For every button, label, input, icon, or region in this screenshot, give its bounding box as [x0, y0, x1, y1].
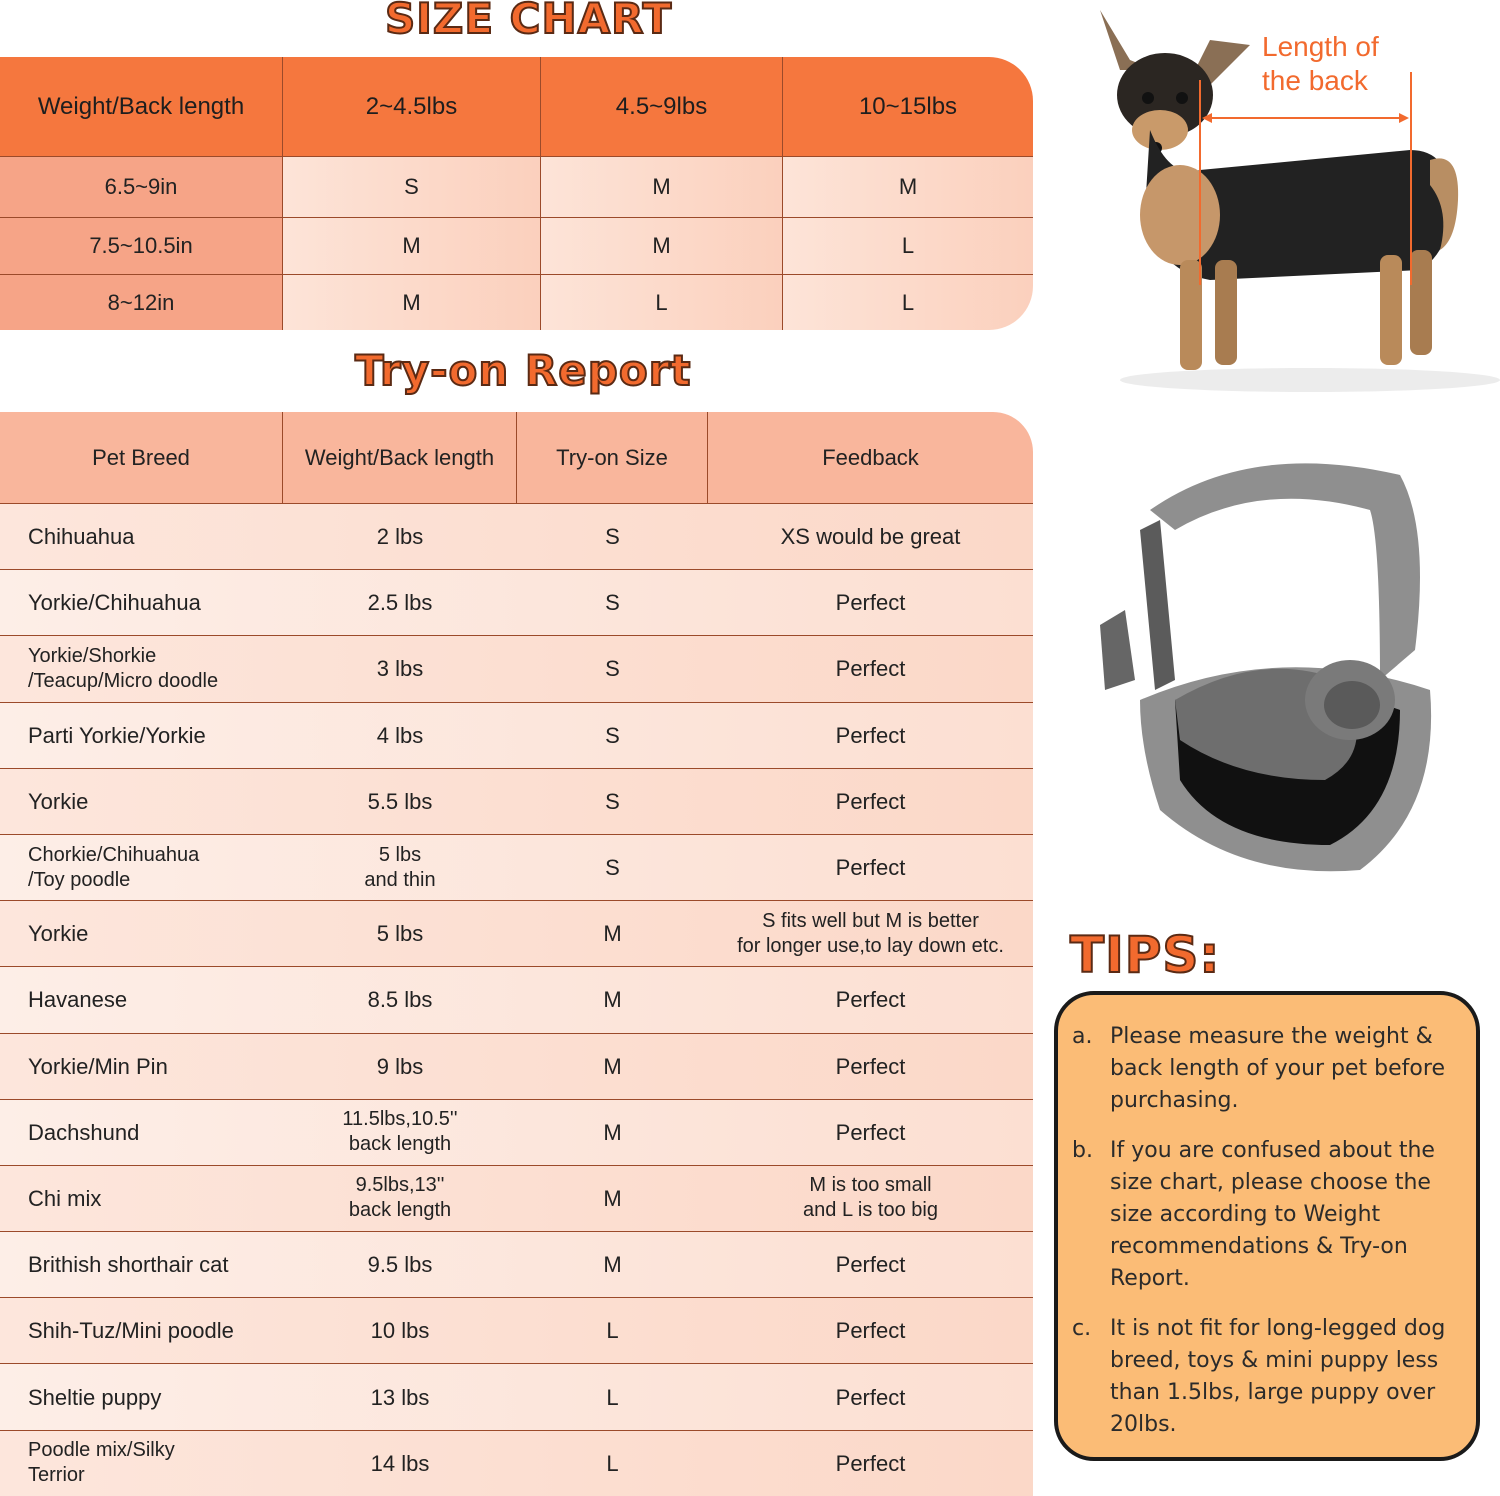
size-chart-header-row: [0, 57, 1033, 156]
pet-breed-cell: Havanese: [28, 987, 128, 1013]
tryon-header-cell: Weight/Back length: [283, 412, 517, 503]
feedback-cell: Perfect: [835, 1384, 906, 1410]
pet-breed-cell: Chihuahua: [28, 524, 135, 550]
weight-cell: 2 lbs: [376, 524, 424, 550]
weight-cell: 13 lbs: [370, 1384, 430, 1410]
pet-breed-cell: Chi mix: [28, 1185, 102, 1211]
tryon-row: [0, 1099, 1033, 1165]
tips-box: [1054, 991, 1480, 1461]
size-chart-header-cell: 4.5~9lbs: [541, 57, 783, 156]
weight-cell: 5.5 lbs: [367, 788, 433, 814]
feedback-cell: Perfect: [835, 722, 906, 748]
feedback-cell: Perfect: [835, 1450, 906, 1476]
feedback-cell: Perfect: [835, 855, 906, 881]
tryon-size-cell: S: [605, 524, 620, 550]
size-chart-header-cell: 2~4.5lbs: [283, 57, 541, 156]
pet-breed-cell: Yorkie/Chihuahua: [28, 590, 201, 616]
tryon-report-table: [0, 412, 1033, 1496]
weight-cell: 9.5 lbs: [367, 1252, 433, 1278]
feedback-cell: XS would be great: [780, 524, 961, 550]
tryon-row: [0, 635, 1033, 701]
pet-breed-cell: Poodle mix/Silky Terrior: [28, 1439, 175, 1487]
pet-breed-cell: Yorkie/Shorkie /Teacup/Micro doodle: [28, 644, 219, 692]
tip-item: [1072, 1313, 1462, 1441]
tip-text: If you are confused about the size chart, please choose the size according to Weight recommendations & Try-on Report.: [1110, 1138, 1435, 1291]
size-cell: M: [541, 156, 783, 217]
tryon-size-cell: L: [606, 1384, 619, 1410]
feedback-cell: Perfect: [835, 1053, 906, 1079]
tryon-size-cell: S: [605, 722, 620, 748]
size-chart-table: [0, 57, 1033, 330]
size-cell: L: [541, 274, 783, 330]
size-cell: L: [783, 274, 1033, 330]
size-chart-row: [0, 274, 1033, 330]
pet-breed-cell: Brithish shorthair cat: [28, 1252, 229, 1278]
weight-cell: 4 lbs: [376, 722, 424, 748]
back-length-cell: 7.5~10.5in: [0, 217, 283, 274]
tip-item: [1072, 1021, 1462, 1117]
pet-breed-cell: Yorkie: [28, 921, 89, 947]
feedback-cell: Perfect: [835, 788, 906, 814]
tryon-size-cell: M: [603, 1053, 622, 1079]
tip-label: a.: [1072, 1024, 1093, 1049]
size-chart-row: [0, 156, 1033, 217]
weight-cell: 5 lbs: [376, 921, 424, 947]
feedback-cell: S fits well but M is better for longer use,to lay down etc.: [737, 909, 1004, 957]
tryon-size-cell: S: [605, 656, 620, 682]
feedback-cell: Perfect: [835, 1318, 906, 1344]
size-cell: S: [283, 156, 541, 217]
size-cell: M: [541, 217, 783, 274]
tryon-row: [0, 1231, 1033, 1297]
weight-cell: 10 lbs: [370, 1318, 430, 1344]
weight-cell: 2.5 lbs: [367, 590, 433, 616]
weight-cell: 5 lbs and thin: [364, 843, 436, 891]
tryon-row: [0, 702, 1033, 768]
pet-breed-cell: Yorkie/Min Pin: [28, 1053, 168, 1079]
tip-text: Please measure the weight & back length of your pet before purchasing.: [1110, 1024, 1445, 1113]
tryon-size-cell: M: [603, 1252, 622, 1278]
tryon-row: [0, 966, 1033, 1032]
feedback-cell: Perfect: [835, 987, 906, 1013]
tip-label: c.: [1072, 1316, 1092, 1341]
pet-breed-cell: Shih-Tuz/Mini poodle: [28, 1318, 234, 1344]
weight-cell: 11.5lbs,10.5'' back length: [342, 1108, 458, 1156]
tryon-size-cell: S: [605, 788, 620, 814]
size-chart-title: SIZE CHART: [385, 0, 673, 43]
tryon-size-cell: L: [606, 1450, 619, 1476]
size-cell: M: [783, 156, 1033, 217]
tryon-row: [0, 768, 1033, 834]
pet-sling-bag-image: [1080, 450, 1440, 880]
tryon-row: [0, 1430, 1033, 1496]
pet-breed-cell: Yorkie: [28, 788, 89, 814]
size-cell: L: [783, 217, 1033, 274]
tryon-header-cell: Pet Breed: [0, 412, 283, 503]
back-length-cell: 6.5~9in: [0, 156, 283, 217]
tryon-row: [0, 1297, 1033, 1363]
tryon-row: [0, 503, 1033, 569]
tryon-size-cell: L: [606, 1318, 619, 1344]
feedback-cell: Perfect: [835, 590, 906, 616]
tips-title: TIPS:: [1070, 926, 1221, 984]
weight-cell: 3 lbs: [376, 656, 424, 682]
tryon-row: [0, 834, 1033, 900]
tryon-size-cell: M: [603, 1185, 622, 1211]
tip-label: b.: [1072, 1138, 1093, 1163]
feedback-cell: Perfect: [835, 1252, 906, 1278]
tryon-size-cell: M: [603, 1119, 622, 1145]
size-chart-header-cell: Weight/Back length: [0, 57, 283, 156]
weight-cell: 14 lbs: [370, 1450, 430, 1476]
tryon-row: [0, 1165, 1033, 1231]
pet-breed-cell: Parti Yorkie/Yorkie: [28, 722, 206, 748]
tryon-row: [0, 569, 1033, 635]
feedback-cell: Perfect: [835, 656, 906, 682]
tryon-size-cell: S: [605, 855, 620, 881]
feedback-cell: M is too small and L is too big: [803, 1174, 938, 1222]
tryon-row: [0, 900, 1033, 966]
size-cell: M: [283, 274, 541, 330]
tryon-size-cell: M: [603, 921, 622, 947]
back-length-label: Length of the back: [1262, 31, 1379, 96]
size-cell: M: [283, 217, 541, 274]
tryon-header-cell: Feedback: [822, 445, 919, 470]
pet-breed-cell: Sheltie puppy: [28, 1384, 162, 1410]
tryon-row: [0, 1033, 1033, 1099]
weight-cell: 8.5 lbs: [367, 987, 433, 1013]
weight-cell: 9.5lbs,13'' back length: [348, 1174, 452, 1222]
tip-item: [1072, 1135, 1462, 1295]
pet-breed-cell: Chorkie/Chihuahua /Toy poodle: [28, 843, 200, 891]
size-chart-header-cell: 10~15lbs: [783, 57, 1033, 156]
pet-breed-cell: Dachshund: [28, 1119, 140, 1145]
feedback-cell: Perfect: [835, 1119, 906, 1145]
tip-text: It is not fit for long-legged dog breed, toys & mini puppy less than 1.5lbs, large puppy over 20lbs.: [1110, 1316, 1446, 1437]
back-length-cell: 8~12in: [0, 274, 283, 330]
tryon-report-title: Try-on Report: [355, 346, 692, 395]
weight-cell: 9 lbs: [376, 1053, 424, 1079]
size-chart-row: [0, 217, 1033, 274]
tryon-row: [0, 1363, 1033, 1429]
tryon-size-cell: M: [603, 987, 622, 1013]
tryon-size-cell: S: [605, 590, 620, 616]
tryon-header-cell: Try-on Size: [517, 412, 708, 503]
tryon-header-row: [0, 412, 1033, 503]
